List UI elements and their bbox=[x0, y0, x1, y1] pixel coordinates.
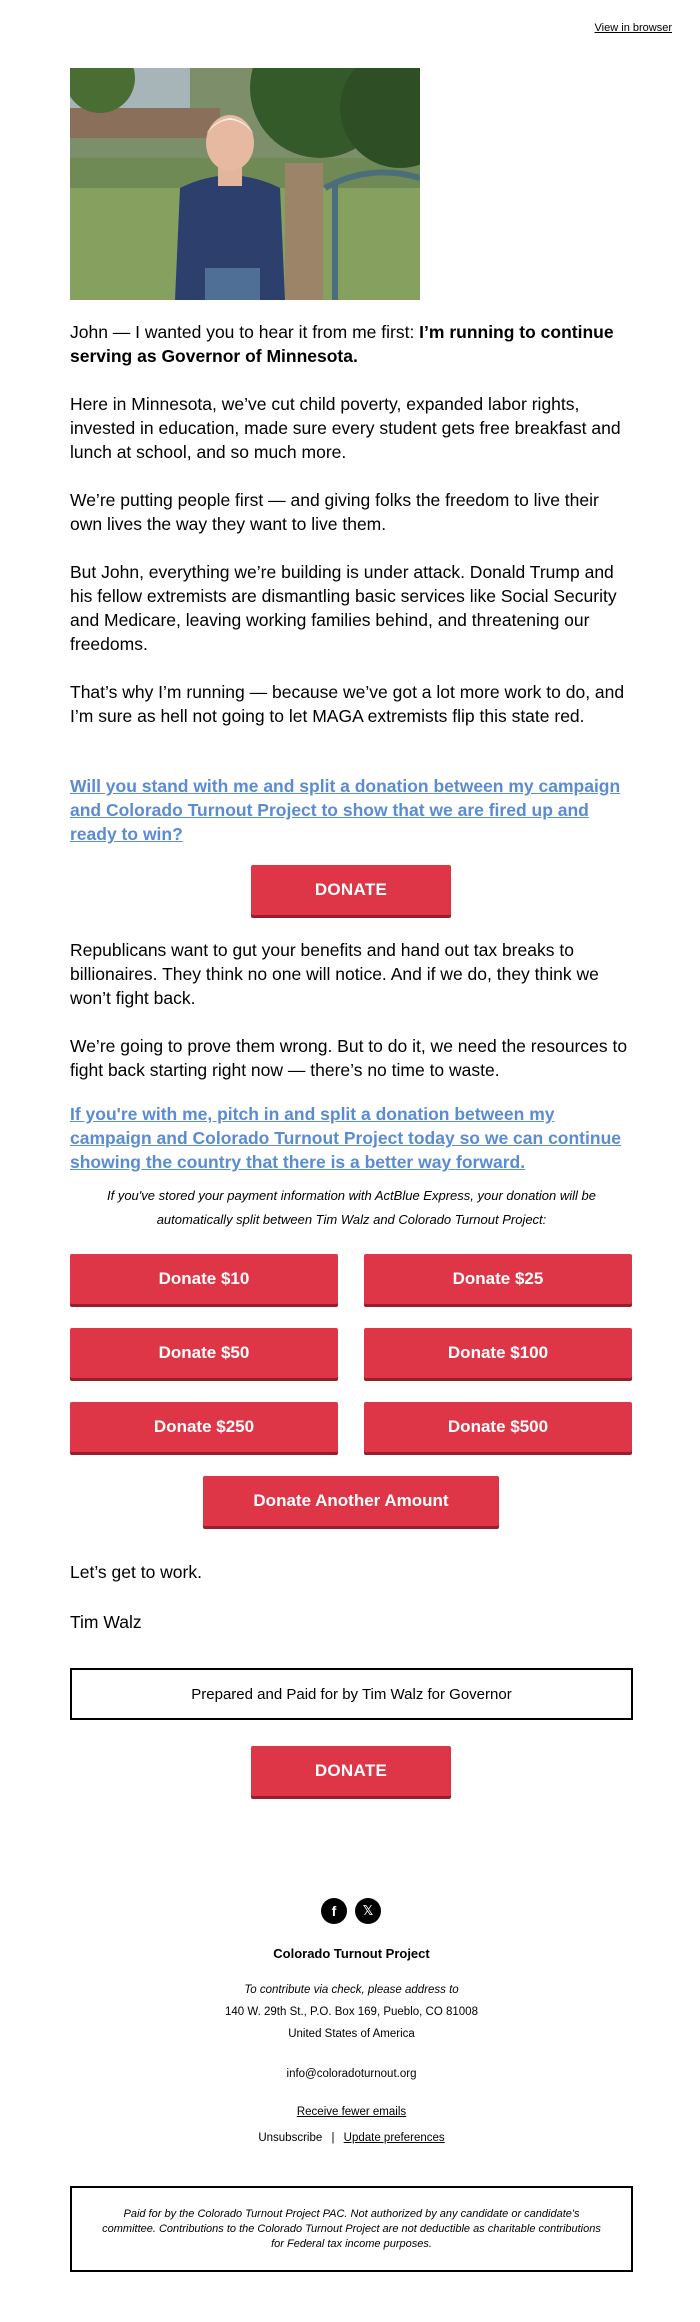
x-twitter-icon[interactable]: 𝕏 bbox=[355, 1898, 381, 1924]
donation-ask-link-1[interactable]: Will you stand with me and split a donation between my campaign and Colorado Turnout Project to show that we are fired up and ready to win? bbox=[70, 776, 621, 844]
donate-10-button[interactable]: Donate $10 bbox=[70, 1254, 338, 1304]
signature: Tim Walz bbox=[70, 1612, 142, 1632]
intro-paragraph: John — I wanted you to hear it from me first: I’m running to continue serving as Governor of Minnesota. bbox=[70, 322, 614, 366]
footer-email[interactable]: info@coloradoturnout.org bbox=[286, 2068, 417, 2080]
receive-fewer-emails-link[interactable]: Receive fewer emails bbox=[296, 2106, 407, 2118]
paragraph-5: Republicans want to gut your benefits and hand out tax breaks to billionaires. They think no one will notice. And if we do, they think we won’t fight back. bbox=[70, 940, 599, 1008]
footer-address-line2: United States of America bbox=[288, 2028, 415, 2040]
footer-address-line1: 140 W. 29th St., P.O. Box 169, Pueblo, CO 81008 bbox=[225, 2006, 478, 2018]
update-preferences-link[interactable]: Update preferences bbox=[343, 2132, 445, 2144]
facebook-icon[interactable]: f bbox=[321, 1898, 347, 1924]
donate-25-button[interactable]: Donate $25 bbox=[364, 1254, 632, 1304]
donation-ask-link-2[interactable]: If you're with me, pitch in and split a donation between my campaign and Colorado Turnout Project today so we can continue showing the country that there is a better way forward. bbox=[70, 1104, 621, 1172]
paragraph-3: But John, everything we’re building is under attack. Donald Trump and his fellow extremists are dismantling basic services like Social Security and Medicare, leaving working families behind, and threatening our freedoms. bbox=[70, 562, 617, 654]
paragraph-4: That’s why I’m running — because we’ve got a lot more work to do, and I’m sure as hell not going to let MAGA extremists flip this state red. bbox=[70, 682, 625, 726]
hero-photo bbox=[70, 68, 420, 300]
actblue-express-note: If you've stored your payment information with ActBlue Express, your donation will be automatically split between Tim Walz and Colorado Turnout Project: bbox=[106, 1188, 597, 1227]
donate-another-amount-button[interactable]: Donate Another Amount bbox=[203, 1476, 499, 1526]
prepared-by-box bbox=[70, 1668, 633, 1720]
donate-button-bottom[interactable]: DONATE bbox=[251, 1746, 451, 1796]
legal-disclaimer-box bbox=[70, 2186, 633, 2272]
donate-250-button[interactable]: Donate $250 bbox=[70, 1402, 338, 1452]
legal-disclaimer-text: Paid for by the Colorado Turnout Project PAC. Not authorized by any candidate or candidate's committee. Contributions to the Colorado Turnout Project are not deductible as charitable contributions for Federal tax income purposes. bbox=[102, 2207, 601, 2250]
donate-button[interactable]: DONATE bbox=[251, 865, 451, 915]
paragraph-2: We’re putting people first — and giving folks the freedom to live their own lives the way they want to live them. bbox=[70, 490, 599, 534]
donate-100-button[interactable]: Donate $100 bbox=[364, 1328, 632, 1378]
paragraph-6: We’re going to prove them wrong. But to do it, we need the resources to fight back starting right now — there’s no time to waste. bbox=[70, 1036, 628, 1080]
footer-check-note: To contribute via check, please address to bbox=[244, 1984, 459, 1996]
unsubscribe-link[interactable]: Unsubscribe bbox=[258, 2132, 323, 2144]
footer-links-row bbox=[70, 2132, 633, 2144]
prepared-by-text: Prepared and Paid for by Tim Walz for Governor bbox=[191, 1685, 512, 1703]
footer-separator: | bbox=[331, 2132, 335, 2144]
donate-500-button[interactable]: Donate $500 bbox=[364, 1402, 632, 1452]
closing-line: Let’s get to work. bbox=[70, 1562, 202, 1582]
donate-50-button[interactable]: Donate $50 bbox=[70, 1328, 338, 1378]
view-in-browser-link[interactable]: View in browser bbox=[594, 22, 672, 34]
paragraph-1: Here in Minnesota, we’ve cut child poverty, expanded labor rights, invested in education, made sure every student gets free breakfast and lunch at school, and so much more. bbox=[70, 394, 621, 462]
footer-org-name: Colorado Turnout Project bbox=[273, 1946, 430, 1961]
